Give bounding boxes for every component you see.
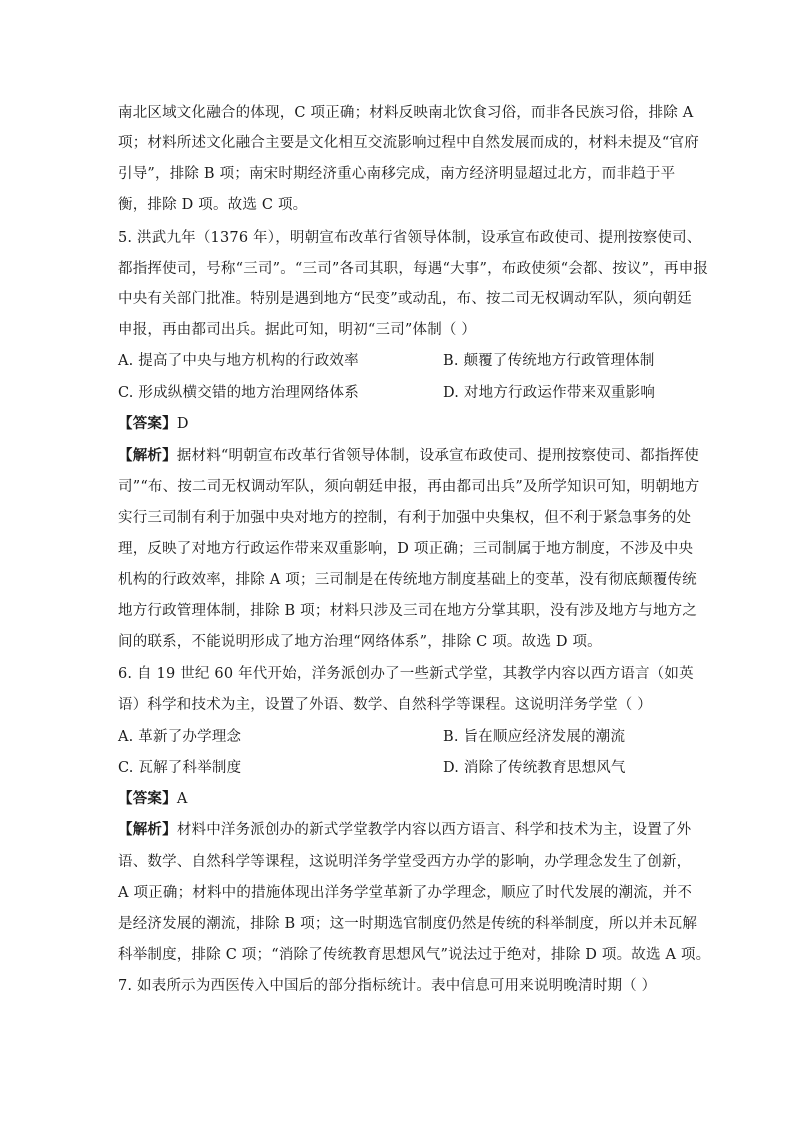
q5-stem-line-3: 中央有关部门批准。特别是遇到地方“民变”或动乱，布、按二司无权调动军队，须向朝廷: [118, 291, 692, 307]
q5-stem-line-2: 都指挥使司，号称“三司”。“三司”各司其职，每遇“大事”，布政使须“会都、按议”，再申报: [118, 261, 709, 277]
q5-answer-value: D: [176, 416, 189, 432]
q6-option-a: A. 革新了办学理念: [118, 729, 242, 745]
q5-stem-line-4: 申报，再由都司出兵。据此可知，明初“三司”体制（ ）: [118, 322, 477, 338]
q6-analysis-line-3: A 项正确；材料中的措施体现出洋务学堂革新了办学理念，顺应了时代发展的潮流，并不: [118, 885, 693, 901]
prev-explanation-line-1: 南北区域文化融合的体现，C 项正确；材料反映南北饮食习俗，而非各民族习俗，排除 A: [118, 105, 694, 121]
q5-option-d: D. 对地方行政运作带来双重影响: [443, 385, 656, 401]
q5-analysis-tag: 【解析】: [118, 447, 177, 464]
prev-explanation-line-3: 引导”，排除 B 项；南宋时期经济重心南移完成，南方经济明显超过北方，而非趋于平: [118, 166, 676, 182]
q5-stem-line-1: 5. 洪武九年（1376 年），明朝宣布改革行省领导体制，设承宣布政使司、提刑按察使司、: [118, 230, 702, 246]
q5-analysis-line-7: 间的联系，不能说明形成了地方治理“网络体系”，排除 C 项。故选 D 项。: [118, 634, 602, 650]
q5-option-c: C. 形成纵横交错的地方治理网络体系: [118, 385, 359, 401]
q6-answer: [118, 789, 187, 809]
q5-analysis-line-5: 机构的行政效率，排除 A 项；三司制是在传统地方制度基础上的变革，没有彻底颠覆传统: [118, 572, 697, 588]
q5-analysis-line-4: 理，反映了对地方行政运作带来双重影响，D 项正确；三司制属于地方制度，不涉及中央: [118, 541, 694, 557]
q5-answer: [118, 414, 189, 434]
q6-stem-line-2: 语）科学和技术为主，设置了外语、数学、自然科学等课程。这说明洋务学堂（ ）: [118, 697, 653, 713]
q7-stem-line-1: 7. 如表所示为西医传入中国后的部分指标统计。表中信息可用来说明晚清时期（ ）: [118, 978, 657, 994]
q6-answer-value: A: [176, 791, 188, 807]
q5-analysis-line-1: [118, 446, 699, 466]
q5-analysis-line-3: 实行三司制有利于加强中央对地方的控制，有利于加强中央集权，但不利于紧急事务的处: [118, 510, 692, 526]
q6-option-c: C. 瓦解了科举制度: [118, 760, 242, 776]
q5-analysis-line-6: 地方行政管理体制，排除 B 项；材料只涉及三司在地方分掌其职，没有涉及地方与地方之: [118, 603, 698, 619]
q6-analysis-line-5: 科举制度，排除 C 项；“消除了传统教育思想风气”说法过于绝对，排除 D 项。故选 A 项。: [118, 947, 711, 963]
q6-answer-tag: 【答案】: [118, 790, 177, 807]
q5-analysis-text-1: 据材料“明朝宣布改革行省领导体制，设承宣布政使司、提刑按察使司、都指挥使: [176, 448, 699, 464]
q5-option-b: B. 颠覆了传统地方行政管理体制: [443, 353, 655, 369]
q6-analysis-line-1: [118, 820, 691, 840]
q6-analysis-line-2: 语、数学、自然科学等课程，这说明洋务学堂受西方办学的影响，办学理念发生了创新，: [118, 854, 692, 870]
q6-stem-line-1: 6. 自 19 世纪 60 年代开始，洋务派创办了一些新式学堂，其教学内容以西方语言（如英: [118, 666, 694, 682]
q5-option-a: A. 提高了中央与地方机构的行政效率: [118, 353, 359, 369]
q6-option-b: B. 旨在顺应经济发展的潮流: [443, 729, 626, 745]
q6-option-d: D. 消除了传统教育思想风气: [443, 760, 626, 776]
q5-answer-tag: 【答案】: [118, 415, 177, 432]
prev-explanation-line-2: 项；材料所述文化融合主要是文化相互交流影响过程中自然发展而成的，材料未提及“官府: [118, 135, 699, 151]
q5-analysis-line-2: 司”“布、按二司无权调动军队，须向朝廷申报，再由都司出兵”及所学知识可知，明朝地方: [118, 479, 700, 495]
q6-analysis-text-1: 材料中洋务派创办的新式学堂教学内容以西方语言、科学和技术为主，设置了外: [176, 822, 692, 838]
q6-analysis-line-4: 是经济发展的潮流，排除 B 项；这一时期选官制度仍然是传统的科举制度，所以并未瓦解: [118, 916, 698, 932]
prev-explanation-line-4: 衡，排除 D 项。故选 C 项。: [118, 197, 308, 213]
q6-analysis-tag: 【解析】: [118, 821, 177, 838]
